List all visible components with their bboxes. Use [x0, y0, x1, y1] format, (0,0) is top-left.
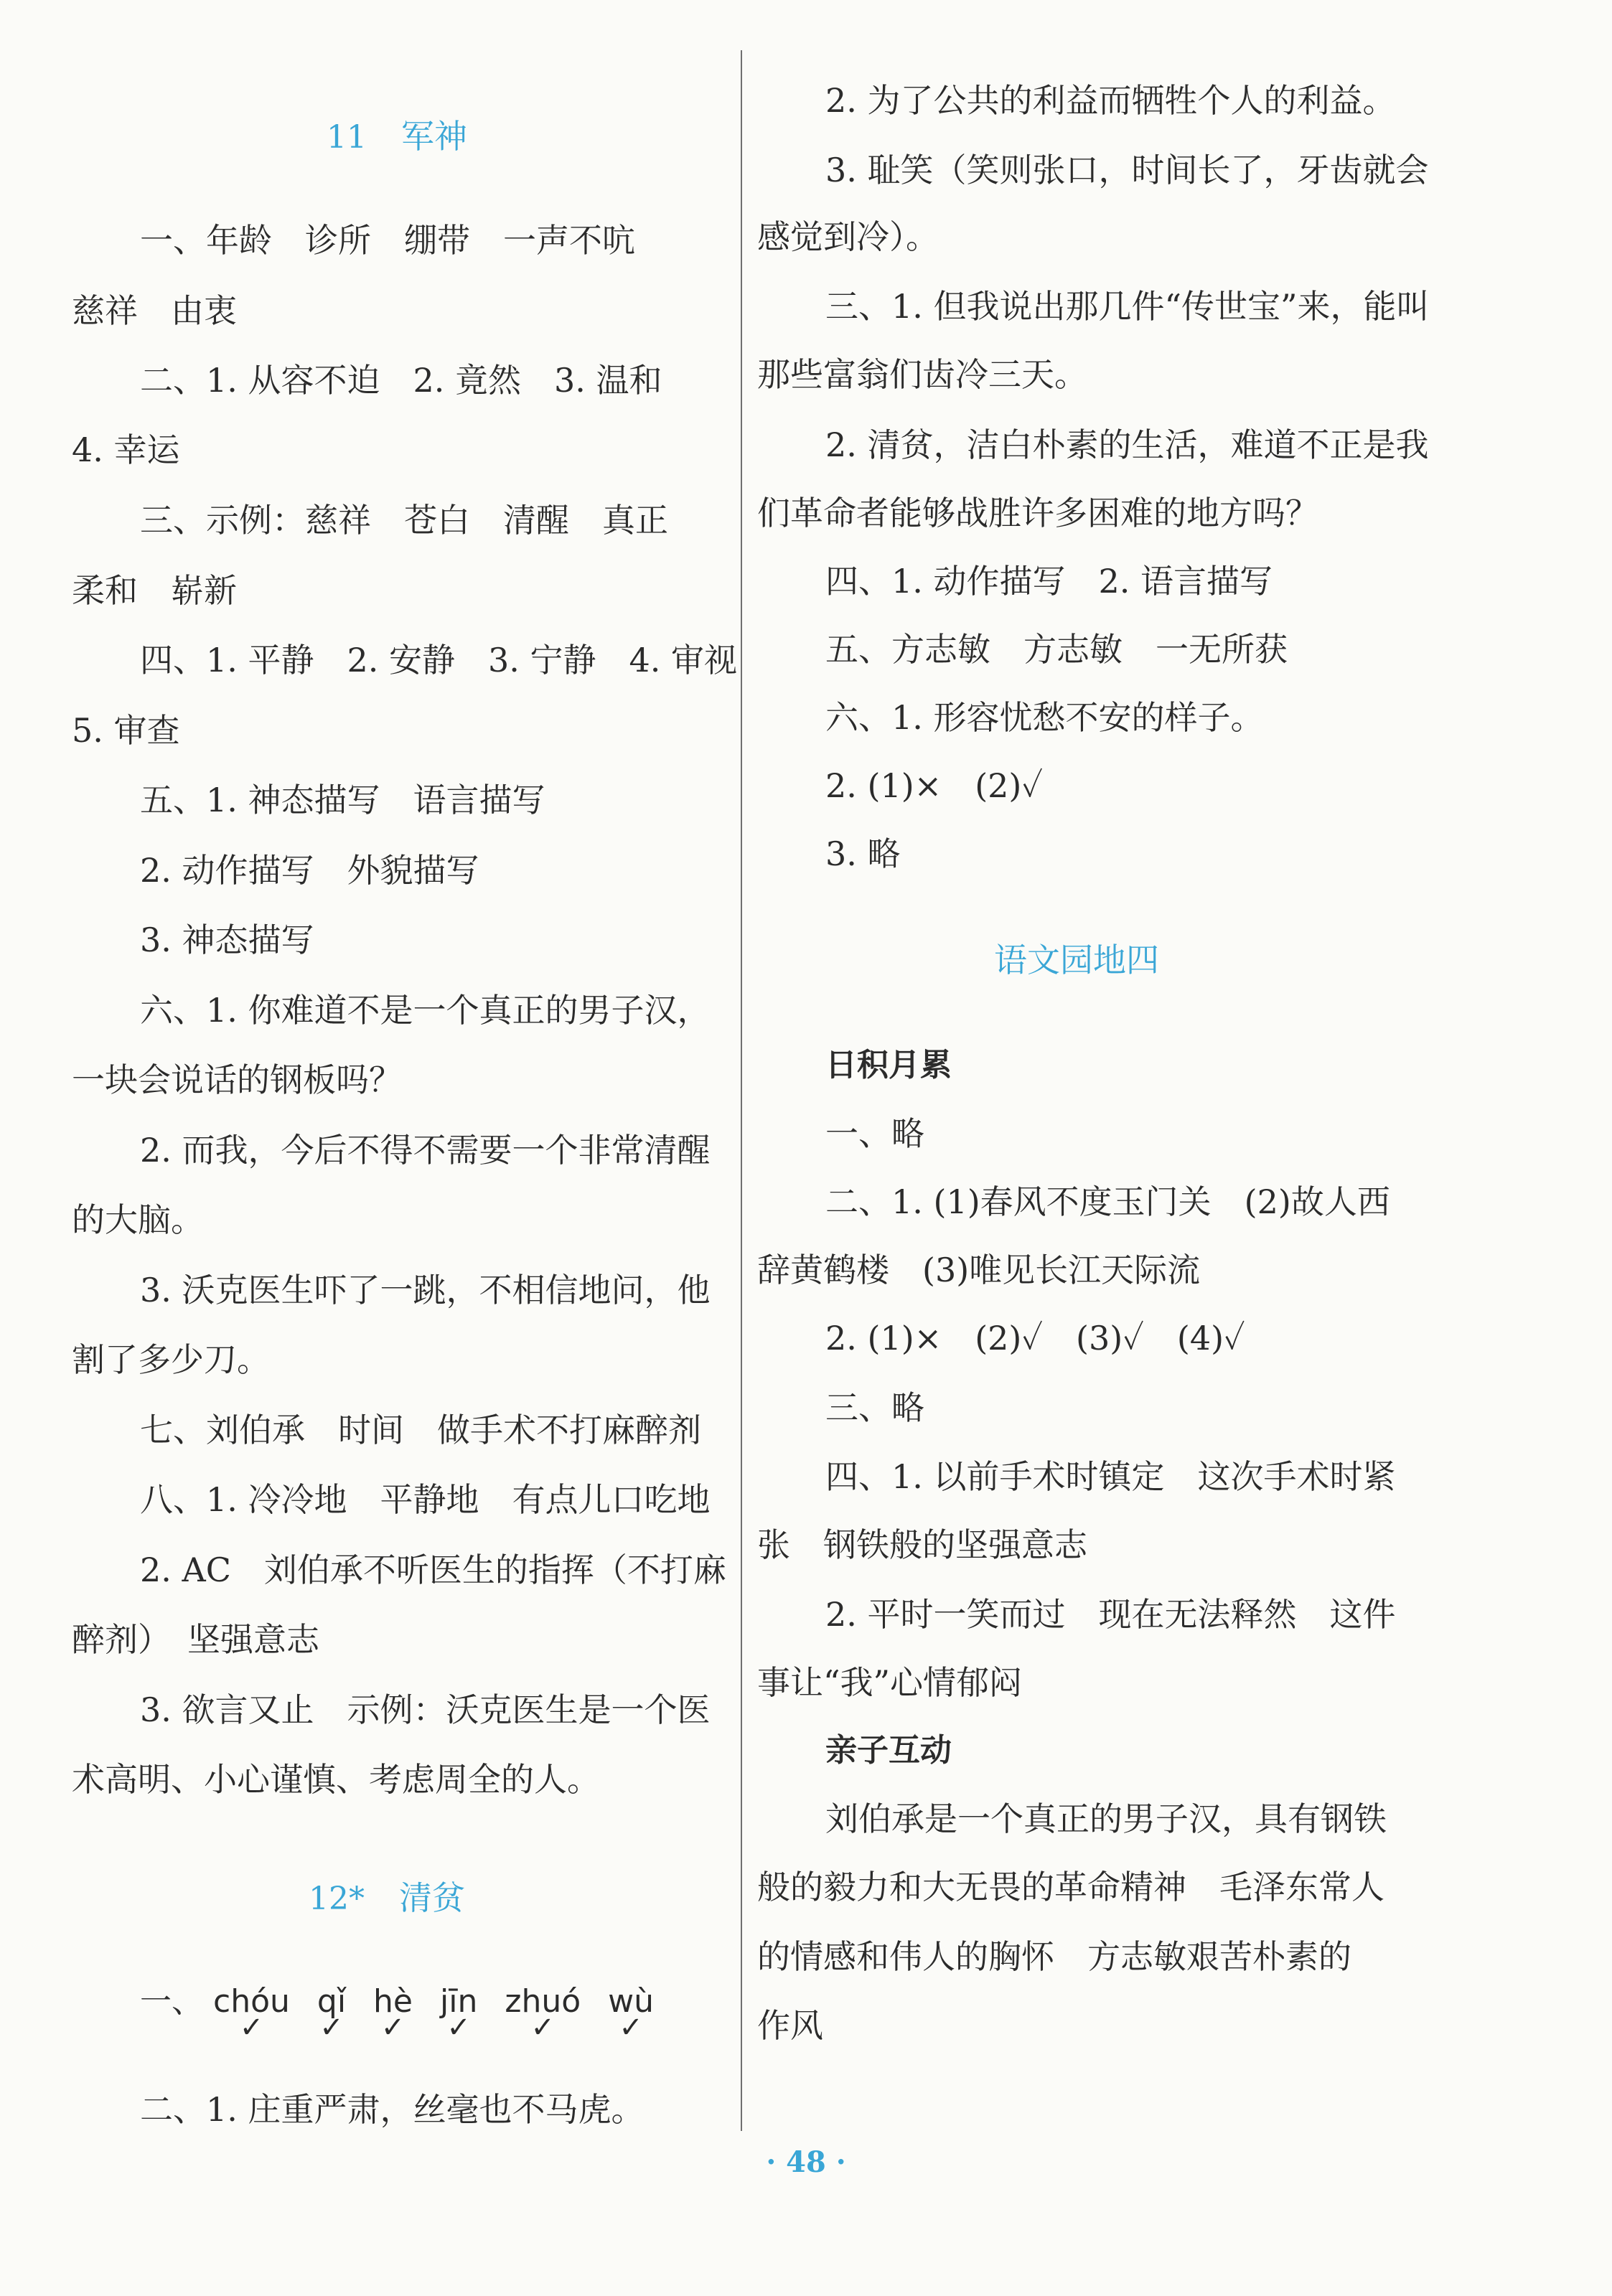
answer-line: 2. 动作描写 外貌描写: [140, 851, 479, 890]
answer-line: 辞黄鹤楼 (3)唯见长江天际流: [757, 1251, 1201, 1289]
answer-line: 术高明、小心谨慎、考虑周全的人。: [72, 1760, 600, 1799]
answer-line: 六、1. 你难道不是一个真正的男子汉，: [140, 991, 711, 1030]
pinyin-item: [608, 1980, 655, 2044]
answer-line: 三、1. 但我说出那几件“传世宝”来，能叫: [825, 287, 1430, 326]
answer-line: 3. 沃克医生吓了一跳，不相信地问，他: [140, 1271, 711, 1309]
column-divider: [741, 50, 742, 2131]
pinyin-answer-row: [140, 1980, 671, 2044]
answer-line: 2. 清贫，洁白朴素的生活，难道不正是我: [825, 425, 1429, 464]
pinyin-text: chóu: [213, 1983, 290, 2020]
section-title: 军神: [401, 117, 467, 156]
answer-line: 四、1. 动作描写 2. 语言描写: [825, 562, 1273, 601]
check-mark-icon: ✓: [319, 2011, 344, 2044]
answer-line: 的情感和伟人的胸怀 方志敏艰苦朴素的: [757, 1937, 1351, 1976]
answer-line: 2. (1)× (2)✓: [825, 766, 1044, 805]
answer-line: 4. 幸运: [72, 430, 180, 469]
question-prefix: 一、: [140, 1983, 203, 2020]
answer-line: 五、1. 神态描写 语言描写: [140, 781, 545, 819]
answer-line: 3. 耻笑（笑则张口，时间长了，牙齿就会: [825, 151, 1429, 189]
answer-line: 慈祥 由衷: [72, 291, 237, 330]
answer-line: 五、方志敏 方志敏 一无所获: [825, 630, 1288, 669]
answer-line: 柔和 崭新: [72, 571, 237, 610]
check-mark-icon: ✓: [619, 2011, 643, 2044]
page-number: · 48 ·: [766, 2145, 846, 2179]
answer-line: 的大脑。: [72, 1200, 204, 1239]
answer-line: 三、略: [825, 1388, 924, 1427]
pinyin-item: [213, 1980, 290, 2044]
answer-line: 七、刘伯承 时间 做手术不打麻醉剂: [140, 1411, 701, 1449]
answer-line: 二、1. 从容不迫 2. 竟然 3. 温和: [140, 361, 662, 400]
answer-line: 2. 平时一笑而过 现在无法释然 这件: [825, 1595, 1396, 1634]
answer-line: 一、略: [825, 1114, 924, 1153]
answer-line: 3. 欲言又止 示例：沃克医生是一个医: [140, 1690, 711, 1729]
answer-line: 张 钢铁般的坚强意志: [757, 1525, 1087, 1564]
check-mark-icon: ✓: [446, 2011, 471, 2044]
answer-line: 二、1. 庄重严肃，丝毫也不马虎。: [140, 2090, 645, 2129]
check-mark-icon: ✓: [380, 2011, 406, 2044]
answer-line: 作风: [757, 2006, 823, 2045]
pinyin-item: [373, 1980, 413, 2044]
section-heading-garden: 语文园地四: [994, 941, 1159, 979]
answer-line: 一块会说话的钢板吗？: [72, 1060, 402, 1099]
pinyin-item: [505, 1980, 581, 2044]
answer-line: 们革命者能够战胜许多困难的地方吗？: [757, 494, 1318, 532]
answer-line: 三、示例：慈祥 苍白 清醒 真正: [140, 501, 668, 540]
pinyin-item: [440, 1980, 478, 2044]
answer-line: 八、1. 冷冷地 平静地 有点儿口吃地: [140, 1480, 711, 1519]
answer-line: 醉剂） 坚强意志: [72, 1620, 319, 1659]
subsection-heading: 亲子互动: [825, 1732, 952, 1769]
section-heading-11: [327, 115, 467, 159]
section-number: 12*: [309, 1881, 365, 1917]
answer-line: 2. AC 刘伯承不听医生的指挥（不打麻: [140, 1551, 726, 1589]
answer-line: 3. 略: [825, 834, 901, 873]
answer-line: 2. (1)× (2)✓ (3)✓ (4)✓: [825, 1319, 1245, 1358]
answer-line: 2. 而我，今后不得不需要一个非常清醒: [140, 1131, 711, 1170]
pinyin-text: hè: [373, 1983, 413, 2020]
section-number: 11: [327, 119, 367, 156]
check-mark-icon: ✓: [530, 2011, 556, 2044]
answer-line: 3. 神态描写: [140, 921, 314, 959]
answer-line: 5. 审查: [72, 711, 180, 750]
answer-line: 事让“我”心情郁闷: [757, 1663, 1023, 1702]
section-title: 清贫: [399, 1878, 465, 1917]
answer-line: 感觉到冷）。: [757, 217, 939, 256]
subsection-heading: 日积月累: [825, 1047, 952, 1083]
answer-line: 般的毅力和大无畏的革命精神 毛泽东常人: [757, 1868, 1384, 1906]
answer-line: 2. 为了公共的利益而牺牲个人的利益。: [825, 81, 1396, 120]
pinyin-text: jīn: [440, 1983, 478, 2020]
answer-line: 刘伯承是一个真正的男子汉，具有钢铁: [825, 1799, 1387, 1838]
pinyin-text: qǐ: [317, 1983, 347, 2020]
answer-line: 四、1. 平静 2. 安静 3. 宁静 4. 审视: [140, 641, 738, 679]
pinyin-item: [317, 1980, 347, 2044]
check-mark-icon: ✓: [239, 2011, 264, 2044]
pinyin-text: zhuó: [505, 1983, 581, 2020]
answer-line: 一、年龄 诊所 绷带 一声不吭: [140, 221, 635, 260]
answer-line: 那些富翁们齿冷三天。: [757, 355, 1087, 394]
answer-line: 二、1. (1)春风不度玉门关 (2)故人西: [825, 1182, 1390, 1221]
answer-line: 四、1. 以前手术时镇定 这次手术时紧: [825, 1457, 1396, 1496]
section-heading-12: [309, 1876, 465, 1921]
answer-line: 割了多少刀。: [72, 1340, 270, 1379]
answer-line: 六、1. 形容忧愁不安的样子。: [825, 698, 1264, 737]
pinyin-text: wù: [608, 1983, 655, 2020]
